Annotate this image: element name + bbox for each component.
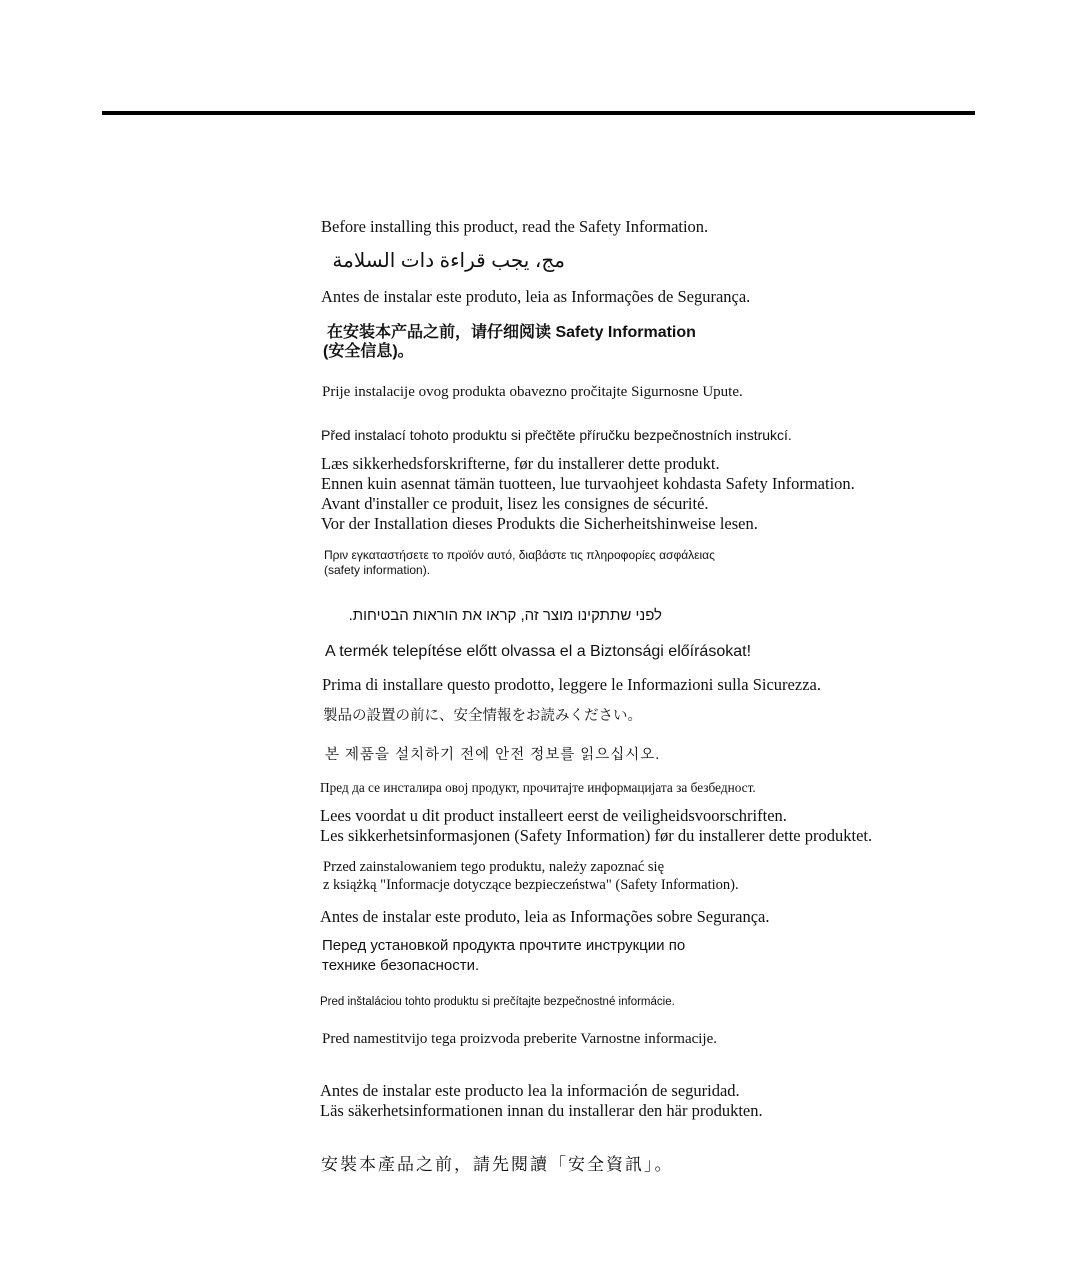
line-japanese: 製品の設置の前に、安全情報をお読みください。 — [323, 708, 642, 724]
line-norwegian: Les sikkerhetsinformasjonen (Safety Information) før du installerer dette produktet. — [320, 826, 873, 845]
line-greek-2: (safety information). — [324, 563, 431, 577]
line-danish: Læs sikkerhedsforskrifterne, før du installerer dette produkt. — [321, 454, 720, 473]
line-croatian: Prije instalacije ovog produkta obavezno pročitajte Sigurnosne Upute. — [322, 384, 743, 400]
line-polish-2: z książką "Informacje dotyczące bezpieczeństwa" (Safety Information). — [323, 877, 739, 893]
header-rule — [102, 111, 975, 115]
line-swedish: Läs säkerhetsinformationen innan du installerar den här produkten. — [320, 1101, 763, 1120]
line-russian-2: технике безопасности. — [322, 957, 480, 974]
line-hebrew: לפני שתתקינו מוצר זה, קראו את הוראות הבטיחות. — [348, 607, 662, 624]
line-hungarian: A termék telepítése előtt olvassa el a Biztonsági előírásokat! — [325, 643, 752, 660]
line-polish-1: Przed zainstalowaniem tego produktu, należy zapoznać się — [323, 859, 665, 875]
line-czech: Před instalací tohoto produktu si přečtěte příručku bezpečnostních instrukcí. — [321, 427, 792, 443]
line-arabic: مج، يجب قراءة دات السلامة — [332, 250, 565, 272]
line-russian-1: Перед установкой продукта прочтите инструкции по — [322, 937, 686, 954]
line-italian: Prima di installare questo prodotto, leggere le Informazioni sulla Sicurezza. — [322, 675, 821, 694]
line-chinese-simplified-2: (安全信息)。 — [323, 343, 414, 360]
line-dutch: Lees voordat u dit product installeert eerst de veiligheidsvoorschriften. — [320, 806, 787, 825]
line-english: Before installing this product, read the Safety Information. — [321, 217, 709, 236]
line-chinese-simplified-1: 在安装本产品之前，请仔细阅读 Safety Information — [327, 324, 696, 341]
line-spanish: Antes de instalar este producto lea la información de seguridad. — [320, 1081, 740, 1100]
line-greek-1: Πριν εγκαταστήσετε το προϊόν αυτό, διαβάστε τις πληροφορίες ασφάλειας — [324, 548, 715, 562]
line-macedonian: Пред да се инсталира овој продукт, прочитајте информацијата за безбедност. — [320, 780, 756, 795]
line-chinese-traditional: 安裝本產品之前，請先閱讀「安全資訊」。 — [321, 1155, 674, 1174]
line-finnish: Ennen kuin asennat tämän tuotteen, lue turvaohjeet kohdasta Safety Information. — [321, 474, 855, 493]
line-portuguese-br: Antes de instalar este produto, leia as Informações de Segurança. — [321, 287, 751, 306]
line-slovenian: Pred namestitvijo tega proizvoda preberite Varnostne informacije. — [322, 1031, 718, 1047]
line-portuguese-pt: Antes de instalar este produto, leia as Informações sobre Segurança. — [320, 907, 770, 926]
line-korean: 본 제품을 설치하기 전에 안전 정보를 읽으십시오. — [325, 747, 661, 763]
line-german: Vor der Installation dieses Produkts die Sicherheitshinweise lesen. — [321, 514, 758, 533]
line-slovak: Pred inštaláciou tohto produktu si prečítajte bezpečnostné informácie. — [320, 996, 675, 1008]
line-french: Avant d'installer ce produit, lisez les consignes de sécurité. — [321, 494, 709, 513]
